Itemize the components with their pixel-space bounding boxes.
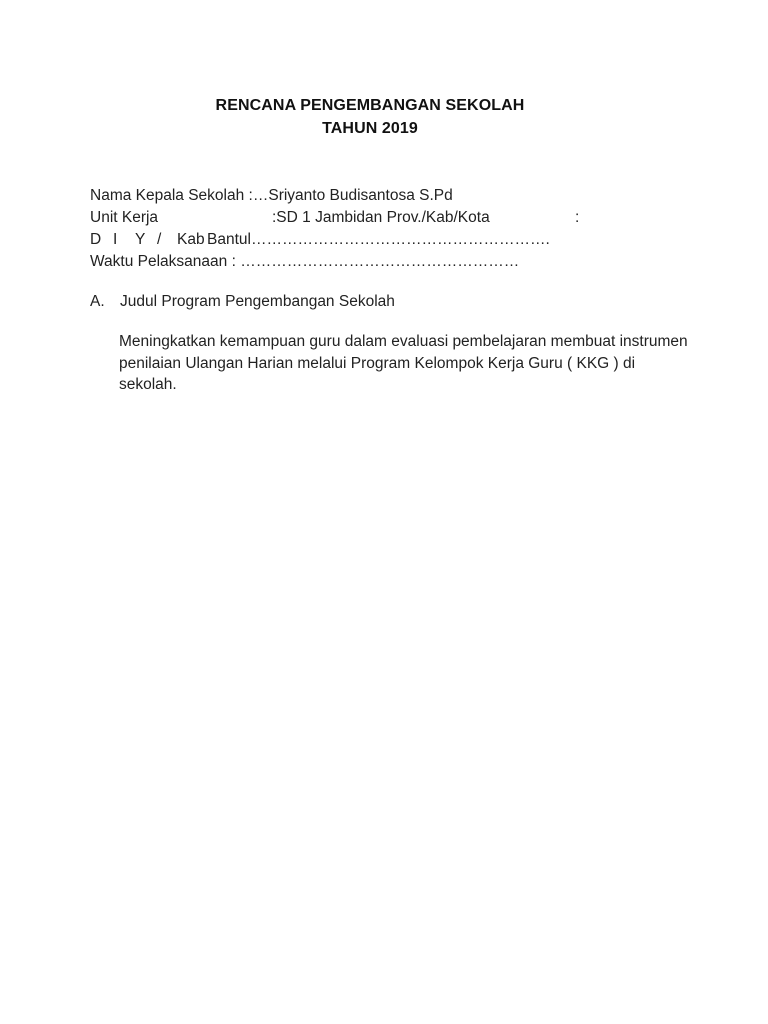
unit-kerja-trailing-colon: : [575, 209, 580, 226]
paragraph-line: Meningkatkan kemampuan guru dalam evaluasi pembelajaran membuat instrumen [119, 333, 688, 350]
region-letter-y: Y [135, 231, 146, 248]
region-kab: Kab [177, 231, 205, 248]
kepala-sekolah-value: Sriyanto Budisantosa S.Pd [268, 187, 453, 204]
waktu-pelaksanaan-line: Waktu Pelaksanaan : ……………………………………………… [90, 253, 520, 270]
document-title: RENCANA PENGEMBANGAN SEKOLAH [215, 97, 525, 114]
section-a-paragraph [119, 331, 767, 396]
paragraph-line: sekolah. [119, 376, 177, 393]
section-a-heading [90, 293, 395, 311]
unit-kerja-value: :SD 1 Jambidan Prov./Kab/Kota [272, 209, 490, 226]
paragraph-line: penilaian Ulangan Harian melalui Program Kelompok Kerja Guru ( KKG ) di [119, 354, 636, 372]
kepala-sekolah-label: Nama Kepala Sekolah :… [90, 187, 269, 204]
unit-kerja-line [90, 209, 580, 226]
section-a-marker: A. [90, 293, 105, 310]
region-bantul-dots: Bantul…………………………………………………. [207, 231, 550, 248]
kepala-sekolah-line [90, 188, 453, 204]
region-line [90, 232, 550, 248]
region-slash: / [157, 231, 162, 248]
region-letter-d: D [90, 231, 102, 248]
document-subtitle-year: TAHUN 2019 [322, 120, 418, 137]
region-letter-i: I [113, 231, 118, 248]
section-a-title: Judul Program Pengembangan Sekolah [120, 293, 395, 310]
unit-kerja-label: Unit Kerja [90, 209, 159, 226]
